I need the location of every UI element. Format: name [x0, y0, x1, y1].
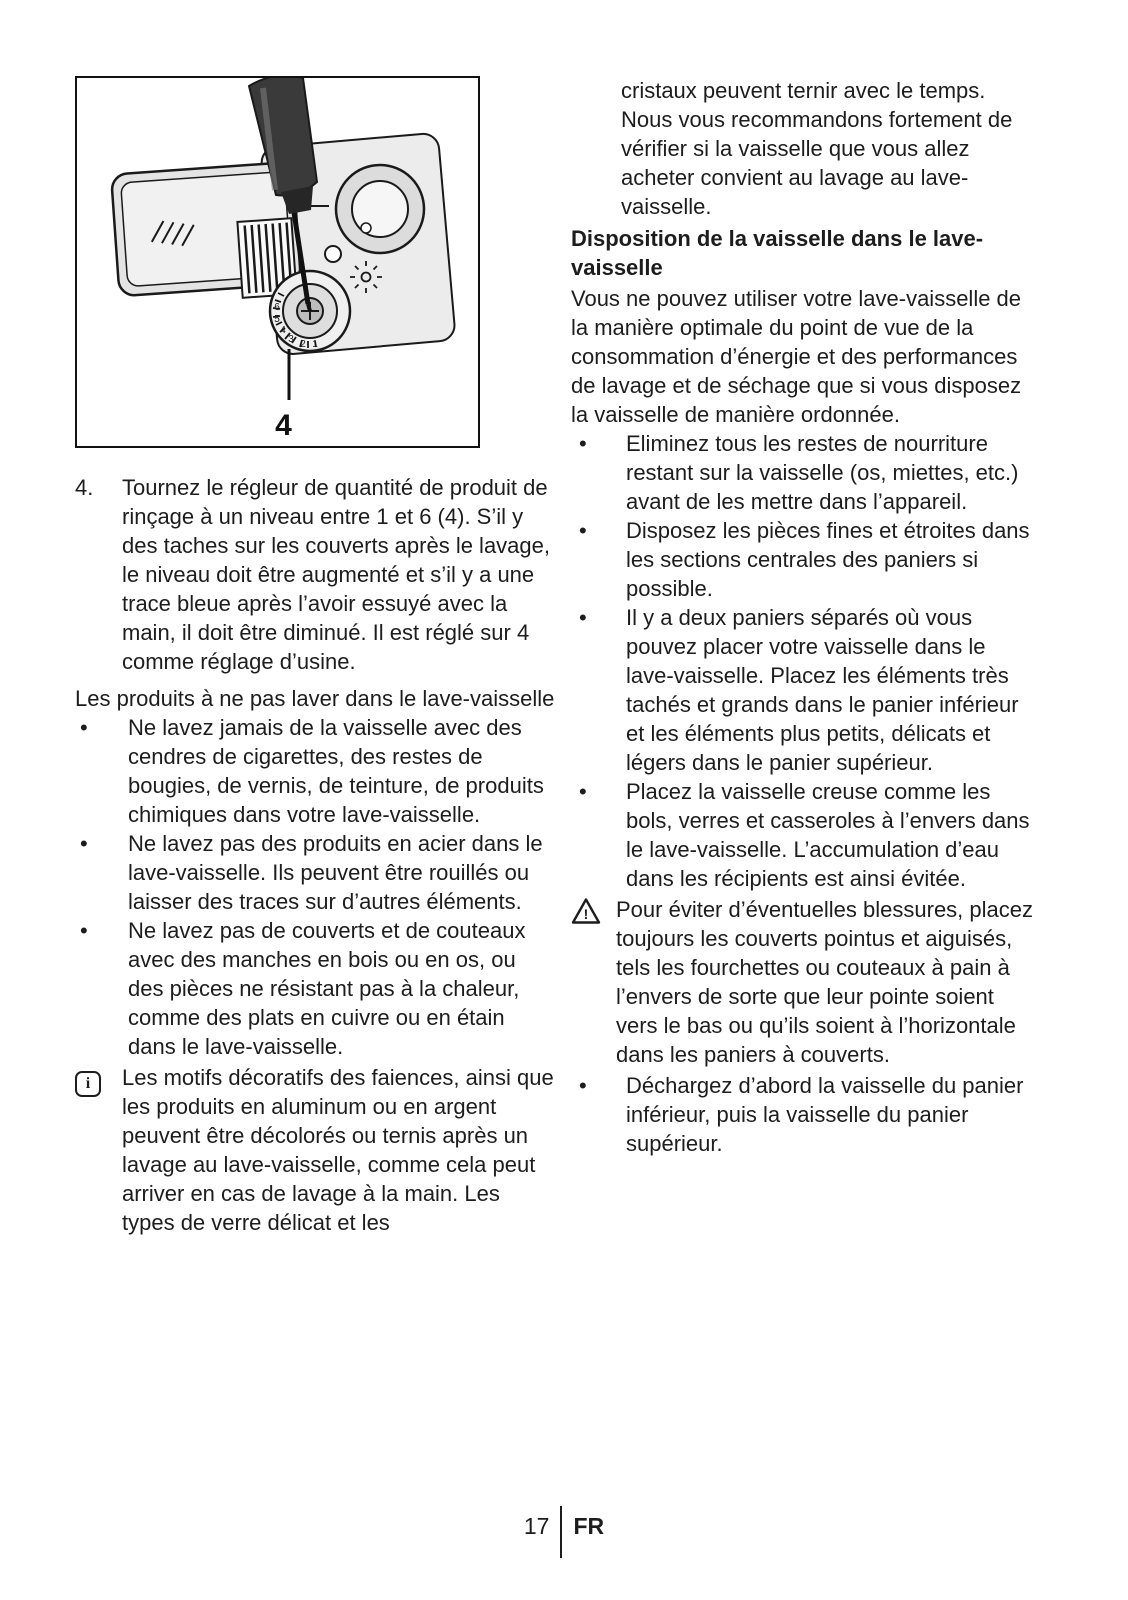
bullet-icon: •: [80, 831, 88, 856]
bullet-icon: •: [579, 1073, 587, 1098]
left-column: [75, 76, 555, 1237]
section-intro: Vous ne pouvez utiliser votre lave-vaisselle de la manière optimale du point de vue de la consommation d’énergie et des performances de lavage et de séchage que si vous disposez la vaisselle de manière ordonnée.: [571, 286, 1022, 427]
step-4: [75, 473, 555, 676]
dial-number: 5: [274, 314, 280, 325]
warning-note-text: Pour éviter d’éventuelles blessures, placez toujours les couverts pointus et aiguisés, tels les fourchettes ou couteaux à pain à l’envers de sorte que leur pointe soient vers le bas ou qu’ils soient à l’horizontale dans les paniers à couverts.: [616, 897, 1034, 1067]
list-item: [571, 429, 1037, 516]
warning-note: [571, 895, 1037, 1069]
dial-number: 4: [280, 325, 286, 336]
list-item-text: Placez la vaisselle creuse comme les bols, verres et casseroles à l’envers dans le lave-vaisselle. L’accumulation d’eau dans les récipients est ainsi évitée.: [626, 779, 1030, 891]
warning-icon-cell: [571, 895, 616, 1069]
list-item-text: Déchargez d’abord la vaisselle du panier inférieur, puis la vaisselle du panier supérieur.: [626, 1073, 1024, 1156]
footer-inner: [524, 1506, 604, 1558]
info-icon-cell: [75, 1063, 122, 1237]
list-item: [571, 516, 1037, 603]
bullet-icon: •: [579, 779, 587, 804]
list-item: [75, 713, 555, 829]
dial-number: 6: [274, 302, 280, 313]
info-note-text: Les motifs décoratifs des faiences, ainsi que les produits en aluminum ou en argent peuvent être décolorés ou ternis après un lavage au lave-vaisselle, comme cela peut arriver en cas de lavage à la main. Les types de verre délicat et les: [122, 1065, 554, 1235]
list-item-text: Ne lavez jamais de la vaisselle avec des cendres de cigarettes, des restes de bougies, de vernis, de teinture, de produits chimiques dans votre lave-vaisselle.: [128, 715, 544, 827]
list-item-text: Eliminez tous les restes de nourriture restant sur la vaisselle (os, miettes, etc.) avant de les mettre dans l’appareil.: [626, 431, 1019, 514]
dial-number: 1: [312, 339, 318, 350]
list-item: [571, 603, 1037, 777]
figure-caption: 4: [275, 409, 292, 442]
dial-number: 3: [288, 334, 294, 345]
list-item: [571, 1071, 1037, 1158]
bullet-icon: •: [579, 605, 587, 630]
list-item-text: Disposez les pièces fines et étroites dans les sections centrales des paniers si possible.: [626, 518, 1030, 601]
page-footer: [0, 1506, 1128, 1558]
info-icon-glyph: i: [85, 1075, 91, 1092]
section-heading: Disposition de la vaisselle dans le lave-vaisselle: [571, 226, 984, 280]
list-item: [75, 916, 555, 1061]
section-subheading: Les produits à ne pas laver dans le lave-vaisselle: [75, 686, 555, 711]
warning-icon-glyph: !: [583, 906, 589, 922]
bullet-icon: •: [579, 431, 587, 456]
page-number: 17: [523, 1513, 550, 1539]
dispenser-illustration: [77, 78, 478, 446]
dial-number: 2: [300, 339, 306, 350]
right-column: [571, 76, 1037, 1237]
note-continuation-text: cristaux peuvent ternir avec le temps. Nous vous recommandons fortement de vérifier si la vaisselle que vous allez acheter convient au lavage au lave-vaisselle.: [621, 78, 1013, 219]
list-item-text: Ne lavez pas de couverts et de couteaux avec des manches en bois ou en os, ou des pièces ne résistant pas à la chaleur, comme des plats en cuivre ou en étain dans le lave-vaisselle.: [128, 918, 526, 1059]
list-item-text: Il y a deux paniers séparés où vous pouvez placer votre vaisselle dans le lave-vaisselle. Placez les éléments très tachés et grands dans le panier inférieur et les éléments plus petits, délicats et légers dans le panier supérieur.: [626, 605, 1019, 775]
warning-icon: [571, 897, 601, 925]
list-item: [571, 777, 1037, 893]
bullet-icon: •: [80, 715, 88, 740]
language-code: FR: [573, 1513, 605, 1539]
bullet-icon: •: [80, 918, 88, 943]
step-text: Tournez le régleur de quantité de produit de rinçage à un niveau entre 1 et 6 (4). S’il y des taches sur les couverts après le lavage, le niveau doit être augmenté et s’il y a une trace bleue après l’avoir essuyé avec la main, il doit être diminué. Il est réglé sur 4 comme réglage d’usine.: [122, 475, 551, 674]
info-note: [75, 1063, 555, 1237]
list-item: [75, 829, 555, 916]
bullet-icon: •: [579, 518, 587, 543]
info-icon: [75, 1071, 101, 1097]
list-item-text: Ne lavez pas des produits en acier dans le lave-vaisselle. Ils peuvent être rouillés ou laisser des traces sur d’autres éléments.: [128, 831, 543, 914]
content-columns: [75, 76, 1037, 1237]
step-number: 4.: [75, 475, 94, 500]
footer-divider: [560, 1506, 562, 1558]
dispenser-figure: [75, 76, 480, 448]
